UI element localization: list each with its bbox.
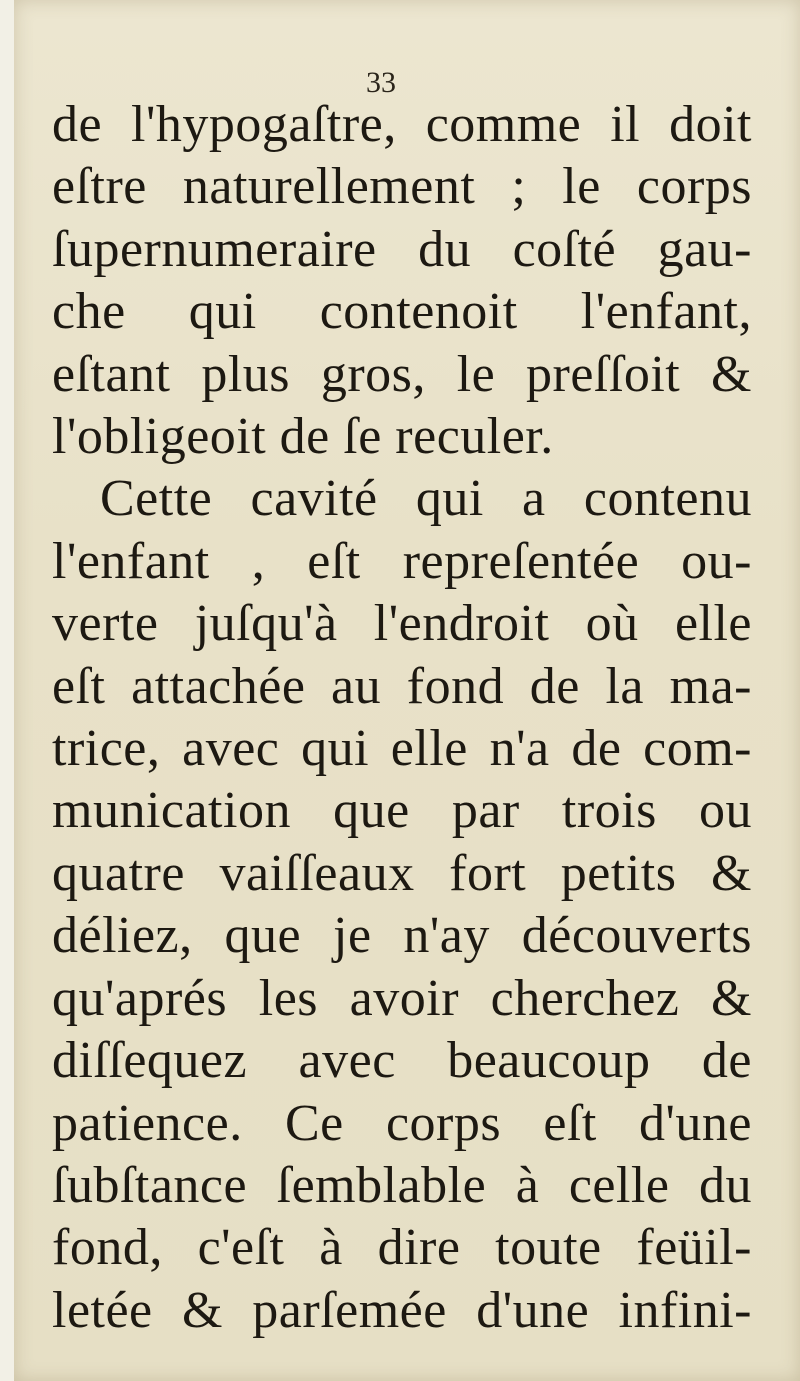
text-line: ſupernumeraire du coſté gau- [52,220,752,278]
text-line: letée & parſemée d'une infini- [52,1281,752,1339]
text-line: Cette cavité qui a contenu [100,470,752,528]
book-page [14,0,800,1381]
text-line: eſtre naturellement ; le corps [52,158,752,216]
text-line: che qui contenoit l'enfant, [52,283,752,341]
text-line: eſt attachée au fond de la ma- [52,657,752,715]
text-line: l'obligeoit de ſe reculer. [52,408,554,466]
page-number: 33 [366,66,396,99]
text-line: de l'hypogaſtre, comme il doit [52,96,752,153]
body-text [52,94,752,1342]
text-line: eſtant plus gros, le preſſoit & [52,345,752,403]
text-line: diſſequez avec beaucoup de [52,1032,752,1090]
text-line: trice, avec qui elle n'a de com- [52,720,752,778]
text-line: quatre vaiſſeaux fort petits & [52,844,752,902]
text-line: l'enfant , eſt repreſentée ou- [52,532,752,590]
text-line: ſubſtance ſemblable à celle du [52,1156,752,1214]
text-line: qu'aprés les avoir cherchez & [52,969,752,1027]
text-line: patience. Ce corps eſt d'une [52,1094,752,1152]
text-line: fond, c'eſt à dire toute feüil- [52,1219,752,1277]
text-line: déliez, que je n'ay découverts [52,907,752,965]
text-line: munication que par trois ou [52,782,752,840]
text-line: verte juſqu'à l'endroit où elle [52,595,752,653]
